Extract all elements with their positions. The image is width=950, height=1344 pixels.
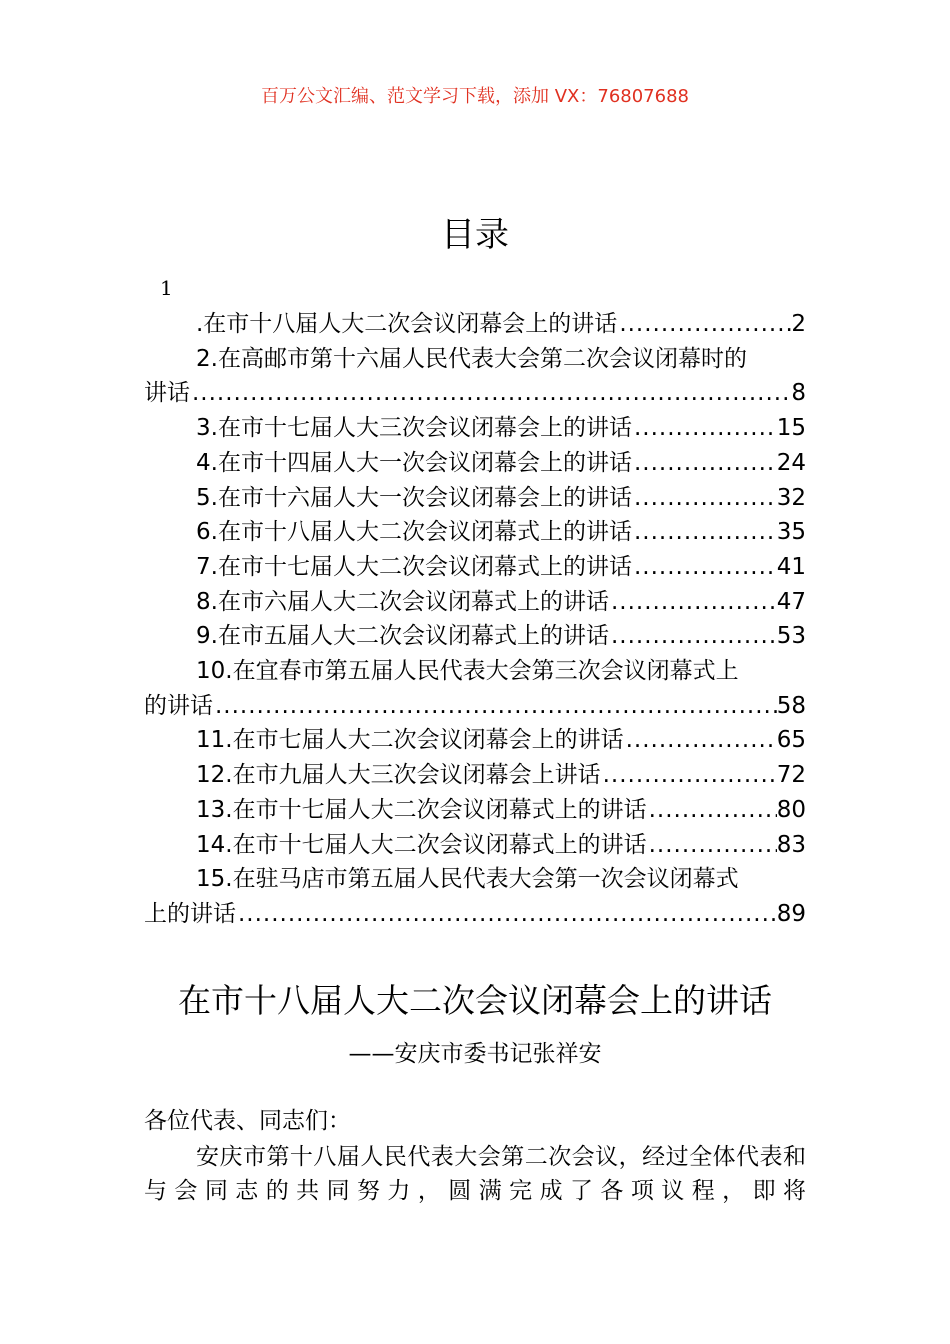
speech-paragraph: 安庆市第十八届人民代表大会第二次会议，经过全体代表和与会同志的共同努力，圆满完成了各项议程，即将 — [144, 1144, 806, 1204]
toc-entry-line — [144, 515, 806, 550]
toc-entry-title: 上的讲话 — [144, 900, 236, 927]
toc-entry-title: 8.在市六届人大二次会议闭幕式上的讲话 — [196, 588, 609, 615]
toc-entry[interactable] — [144, 515, 806, 550]
toc-entry[interactable] — [144, 585, 806, 620]
toc-page-number: 24 — [776, 449, 806, 476]
toc-entry-line — [144, 862, 806, 897]
toc-entry[interactable] — [144, 446, 806, 481]
toc-leader-dots — [632, 515, 777, 550]
toc-page-number: 47 — [776, 588, 806, 615]
toc-leader-dots — [617, 307, 791, 342]
toc-entry[interactable] — [144, 619, 806, 654]
toc-entry-line — [144, 550, 806, 585]
toc-entry-line — [144, 689, 806, 724]
toc-leader-dots — [624, 723, 777, 758]
toc-entry-title: 3.在市十七届人大三次会议闭幕会上的讲话 — [196, 415, 632, 442]
toc-entry-line — [144, 585, 806, 620]
toc-entry-title: 6.在市十八届人大二次会议闭幕式上的讲话 — [196, 519, 632, 546]
toc-title: 目录 — [441, 215, 509, 255]
speech-title: 在市十八届人大二次会议闭幕会上的讲话 — [178, 981, 772, 1020]
toc-leader-dots — [236, 897, 777, 932]
toc-leader-dots — [632, 550, 777, 585]
toc-entry[interactable] — [144, 411, 806, 446]
toc-entry-line — [144, 619, 806, 654]
speech-salutation: 各位代表、同志们： — [144, 1108, 351, 1134]
toc-page-number: 2 — [791, 311, 806, 337]
toc-leader-dots — [632, 481, 777, 516]
toc-page-number: 53 — [776, 623, 806, 650]
toc-page-number: 35 — [776, 519, 806, 546]
toc-entry[interactable] — [144, 723, 806, 758]
toc-entry-line — [144, 758, 806, 793]
toc-entry[interactable] — [144, 758, 806, 793]
toc-entry[interactable] — [144, 828, 806, 863]
toc-entry[interactable] — [144, 342, 806, 411]
toc-entry[interactable] — [144, 307, 806, 342]
toc-leader-dots — [647, 828, 777, 863]
toc-entry-title: .在市十八届人大二次会议闭幕会上的讲话 — [196, 311, 618, 337]
toc-entry[interactable] — [144, 793, 806, 828]
toc-page-number: 83 — [776, 831, 806, 858]
toc-leader-dots — [632, 411, 777, 446]
toc-entry-line — [144, 411, 806, 446]
speech-author-line: ——安庆市委书记张祥安 — [348, 1041, 602, 1067]
toc-entry-line — [144, 376, 806, 411]
toc-entry-title: 4.在市十四届人大一次会议闭幕会上的讲话 — [196, 449, 632, 476]
toc-leader-dots — [609, 619, 777, 654]
toc-entry-line — [144, 793, 806, 828]
toc-entry-line — [144, 828, 806, 863]
toc-page-number: 15 — [776, 415, 806, 442]
toc-entry[interactable] — [144, 481, 806, 516]
toc-page-number: 58 — [776, 692, 806, 719]
toc-entry-line — [144, 897, 806, 932]
toc-page-number: 41 — [776, 553, 806, 580]
toc-entry[interactable] — [144, 862, 806, 931]
table-of-contents — [144, 307, 806, 932]
toc-entry-title: 7.在市十七届人大二次会议闭幕式上的讲话 — [196, 553, 632, 580]
toc-page-number: 8 — [791, 380, 806, 407]
toc-entry-title: 的讲话 — [144, 692, 213, 719]
toc-stray-number: 1 — [160, 276, 173, 300]
toc-entry-line — [144, 723, 806, 758]
toc-entry-title: 10.在宜春市第五届人民代表大会第三次会议闭幕式上 — [196, 658, 739, 685]
toc-leader-dots — [632, 446, 777, 481]
header-watermark-note: 百万公文汇编、范文学习下载，添加 VX：76807688 — [261, 86, 689, 107]
toc-entry-title: 5.在市十六届人大一次会议闭幕会上的讲话 — [196, 484, 632, 511]
toc-entry[interactable] — [144, 550, 806, 585]
toc-page-number: 72 — [776, 762, 806, 789]
toc-entry-title: 12.在市九届人大三次会议闭幕会上讲话 — [196, 762, 601, 789]
toc-leader-dots — [647, 793, 777, 828]
toc-entry-title: 2.在高邮市第十六届人民代表大会第二次会议闭幕时的 — [196, 345, 747, 372]
toc-leader-dots — [190, 376, 791, 411]
toc-entry[interactable] — [144, 654, 806, 723]
toc-entry-title: 讲话 — [144, 380, 190, 407]
toc-entry-line — [144, 481, 806, 516]
toc-entry-title: 15.在驻马店市第五届人民代表大会第一次会议闭幕式 — [196, 866, 739, 893]
toc-leader-dots — [601, 758, 777, 793]
toc-leader-dots — [609, 585, 777, 620]
toc-page-number: 32 — [776, 484, 806, 511]
toc-page-number: 65 — [776, 727, 806, 754]
toc-page-number: 89 — [776, 900, 806, 927]
toc-entry-line — [144, 307, 806, 342]
toc-page-number: 80 — [776, 796, 806, 823]
toc-entry-line — [144, 342, 806, 377]
toc-leader-dots — [213, 689, 777, 724]
toc-entry-title: 14.在市十七届人大二次会议闭幕式上的讲话 — [196, 831, 647, 858]
toc-entry-line — [144, 446, 806, 481]
toc-entry-title: 11.在市七届人大二次会议闭幕会上的讲话 — [196, 727, 624, 754]
toc-entry-title: 9.在市五届人大二次会议闭幕式上的讲话 — [196, 623, 609, 650]
toc-entry-title: 13.在市十七届人大二次会议闭幕式上的讲话 — [196, 796, 647, 823]
toc-entry-line — [144, 654, 806, 689]
